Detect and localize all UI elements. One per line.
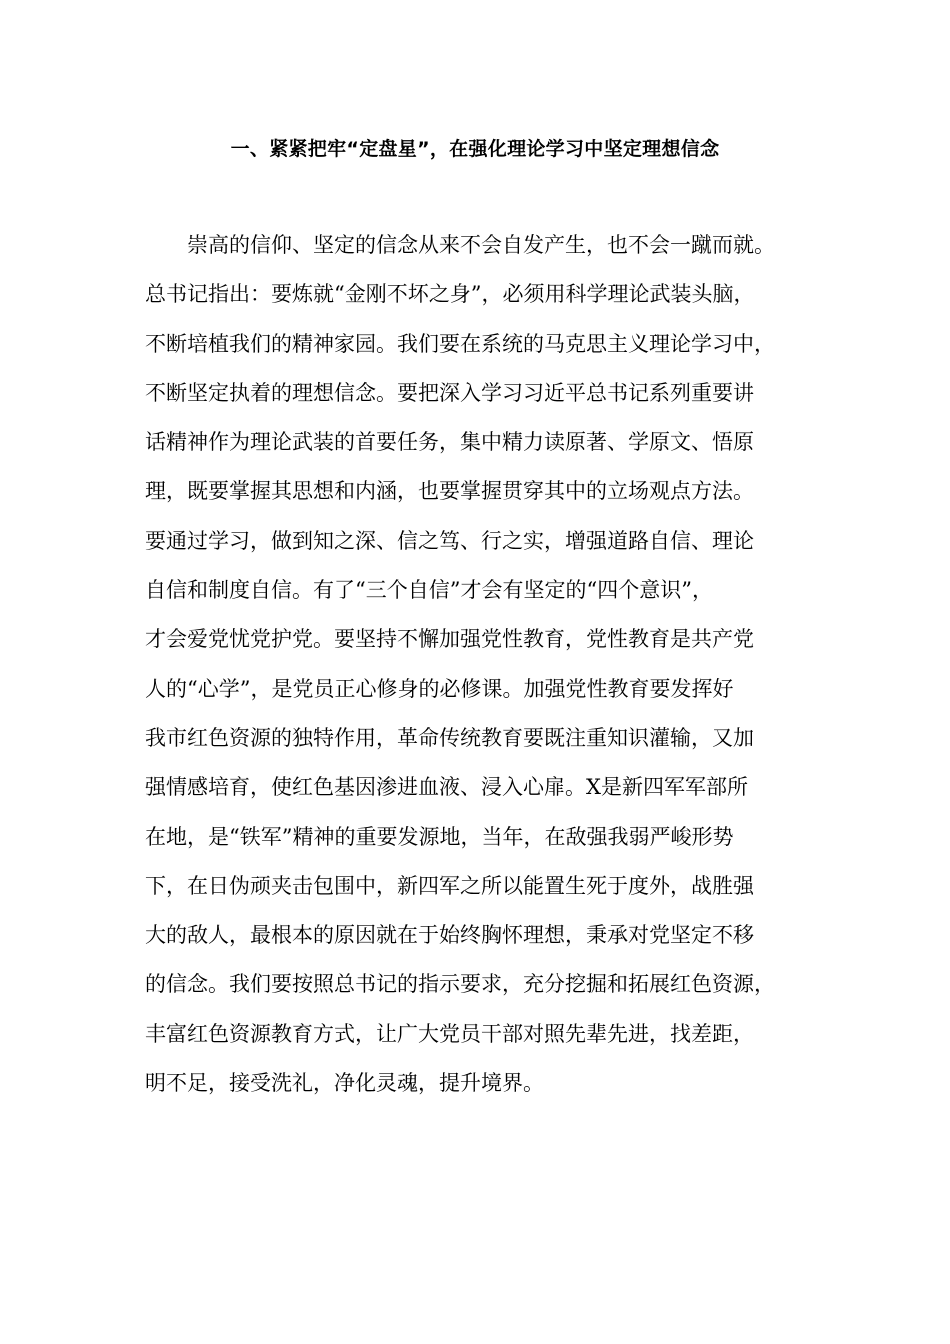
- paragraph-line: 人的“心学”，是党员正心修身的必修课。加强党性教育要发挥好: [145, 676, 734, 701]
- paragraph-line: 我市红色资源的独特作用，革命传统教育要既注重知识灌输，又加: [145, 725, 754, 750]
- paragraph-line: 不断培植我们的精神家园。我们要在系统的马克思主义理论学习中，: [145, 331, 775, 356]
- body-paragraph: [145, 221, 835, 1108]
- paragraph-line: 不断坚定执着的理想信念。要把深入学习习近平总书记系列重要讲: [145, 380, 754, 405]
- paragraph-line: 强情感培育，使红色基因渗进血液、浸入心扉。X是新四军军部所: [145, 775, 748, 800]
- paragraph-line: 下，在日伪顽夹击包围中，新四军之所以能置生死于度外，战胜强: [145, 873, 754, 898]
- paragraph-line: 的信念。我们要按照总书记的指示要求，充分挖掘和拓展红色资源，: [145, 972, 775, 997]
- paragraph-line: 理，既要掌握其思想和内涵，也要掌握贯穿其中的立场观点方法。: [145, 479, 754, 504]
- paragraph-line: 话精神作为理论武装的首要任务，集中精力读原著、学原文、悟原: [145, 430, 754, 455]
- paragraph-line: 在地，是“铁军”精神的重要发源地，当年，在敌强我弱严峻形势: [145, 824, 734, 849]
- paragraph-line: 大的敌人，最根本的原因就在于始终胸怀理想，秉承对党坚定不移: [145, 923, 754, 948]
- paragraph-line: 崇高的信仰、坚定的信念从来不会自发产生，也不会一蹴而就。: [187, 233, 775, 257]
- paragraph-line: 丰富红色资源教育方式，让广大党员干部对照先辈先进，找差距，: [145, 1021, 754, 1046]
- paragraph-line: 才会爱党忧党护党。要坚持不懈加强党性教育，党性教育是共产党: [145, 627, 754, 652]
- paragraph-line: 明不足，接受洗礼，净化灵魂，提升境界。: [145, 1071, 544, 1096]
- paragraph-line: 总书记指出：要炼就“金刚不坏之身”，必须用科学理论武装头脑，: [145, 282, 755, 307]
- paragraph-line: 要通过学习，做到知之深、信之笃、行之实，增强道路自信、理论: [145, 528, 754, 553]
- section-heading: 一、紧紧把牢“定盘星”，在强化理论学习中坚定理想信念: [230, 138, 720, 160]
- paragraph-line: 自信和制度自信。有了“三个自信”才会有坚定的“四个意识”，: [145, 578, 713, 603]
